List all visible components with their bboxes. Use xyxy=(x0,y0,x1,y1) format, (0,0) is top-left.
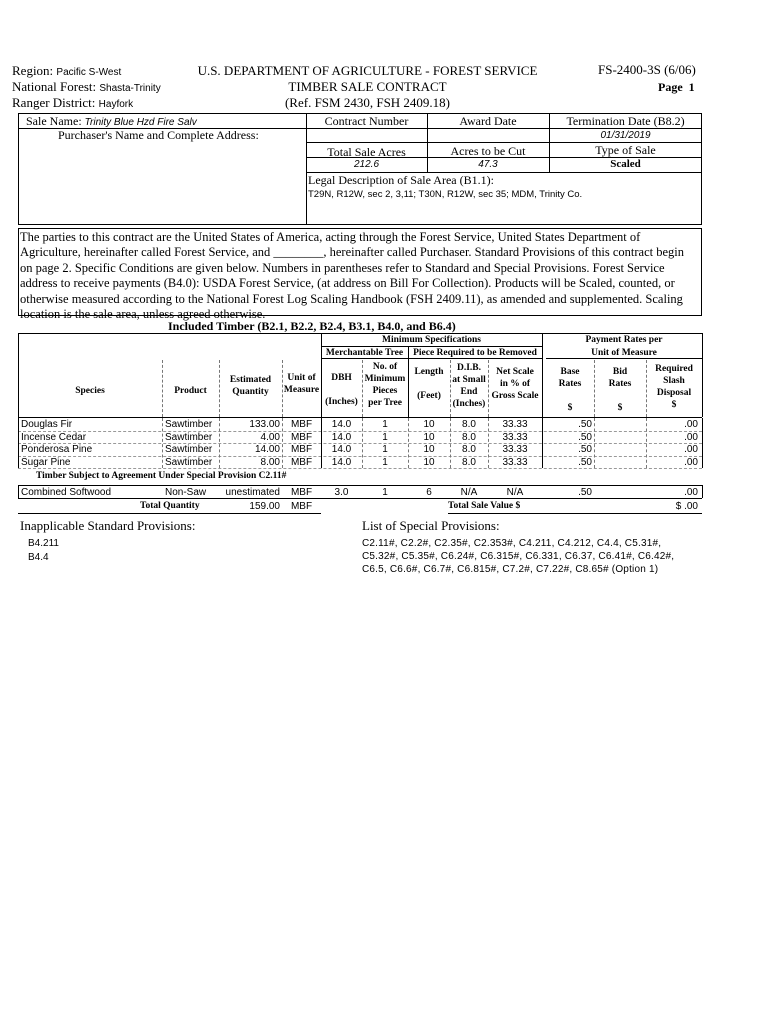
col-net-scale: Net Scale in % of Gross Scale xyxy=(491,367,539,401)
table-cell-qty: 4.00 xyxy=(260,431,280,443)
inapplicable-item: B4.4 xyxy=(28,552,49,563)
reference-line: (Ref. FSM 2430, FSH 2409.18) xyxy=(284,95,451,110)
special-provisions-list xyxy=(362,537,674,576)
table-cell-product: Sawtimber xyxy=(165,419,213,430)
table-cell-len: 10 xyxy=(423,431,435,443)
table-cell-dib: 8.0 xyxy=(462,419,476,430)
table-cell-qty: 14.00 xyxy=(254,444,280,455)
contract-number-label: Contract Number xyxy=(324,114,409,128)
col-quantity: Estimated Quantity xyxy=(229,375,272,397)
sale-type-value: Scaled xyxy=(610,158,641,170)
table-cell-dbh: 14.0 xyxy=(331,444,352,455)
table-cell-len: 10 xyxy=(423,456,435,468)
region-value: Pacific S-West xyxy=(56,67,122,78)
table-cell-net: 33.33 xyxy=(502,444,528,455)
special-provisions-line: C6.5, C6.6#, C6.7#, C6.815#, C7.2#, C7.22#, C8.65# (Option 1) xyxy=(362,564,659,575)
table-cell-unit: MBF xyxy=(290,444,313,455)
table-cell-slash: .00 xyxy=(684,444,698,455)
table-cell-net: 33.33 xyxy=(502,456,528,468)
merch-tree-header: Merchantable Tree xyxy=(325,348,404,358)
termination-date-label: Termination Date (B8.2) xyxy=(566,114,685,128)
legal-description-label: Legal Description of Sale Area (B1.1): xyxy=(308,173,494,187)
agreement-product: Non-Saw xyxy=(165,487,207,498)
total-acres-value: 212.6 xyxy=(353,159,380,170)
min-spec-header: Minimum Specifications xyxy=(382,335,481,345)
intro-paragraph: The parties to this contract are the United States of America, acting through the Forest Service, United States Department of Agriculture, hereinafter called Forest Service, and ________, hereinafter called Purchaser. Standard Provisions of this contract begin on page 2. Specific Conditions are given below. Numbers in parentheses refer to Standard and Special Provisions. Forest Service address to receive payments (B4.0): USDA Forest Service, (at address on Bill For Collection). Products will be Scaled, counted, or otherwise measured according to the National Forest Log Scaling Handbook (FSH 2409.11), as amended and supplemented. Scaling location is the sale area, unless agreed otherwise. xyxy=(20,230,685,322)
special-provisions-line: C2.11#, C2.2#, C2.35#, C2.353#, C4.211, C4.212, C4.4, C5.31#, xyxy=(362,538,662,549)
col-min-pieces: No. of Minimum Pieces per Tree xyxy=(364,362,406,408)
agreement-length: 6 xyxy=(426,487,432,498)
agreement-unit: MBF xyxy=(290,487,313,498)
table-cell-min: 1 xyxy=(382,431,388,443)
agreement-qty: unestimated xyxy=(225,487,280,498)
total-quantity-value: 159.00 xyxy=(249,501,280,512)
col-bid-rates: Bid Rates $ xyxy=(608,367,632,413)
col-dbh: DBH (Inches) xyxy=(325,373,358,407)
total-sale-value: $ .00 xyxy=(675,501,698,512)
region-line: Region: Pacific S-West xyxy=(12,63,122,78)
inapplicable-provisions-label: Inapplicable Standard Provisions: xyxy=(20,518,196,533)
termination-date-value: 01/31/2019 xyxy=(600,130,651,141)
table-cell-net: 33.33 xyxy=(502,419,528,430)
col-length: Length (Feet) xyxy=(414,367,444,401)
department-title: U.S. DEPARTMENT OF AGRICULTURE - FOREST SERVICE xyxy=(197,63,538,78)
agreement-slash: .00 xyxy=(684,487,698,498)
table-cell-product: Sawtimber xyxy=(165,431,213,443)
col-unit: Unit of Measure xyxy=(283,373,320,395)
table-cell-slash: .00 xyxy=(684,419,698,430)
table-cell-slash: .00 xyxy=(684,456,698,468)
table-cell-unit: MBF xyxy=(290,456,313,468)
included-timber-title: Included Timber (B2.1, B2.2, B2.4, B3.1, B4.0, and B6.4) xyxy=(168,319,456,333)
agreement-label: Timber Subject to Agreement Under Special Provision C2.11# xyxy=(36,471,287,481)
payment-header-2: Unit of Measure xyxy=(591,348,657,358)
form-number: FS-2400-3S (6/06) xyxy=(598,62,696,77)
table-cell-unit: MBF xyxy=(290,431,313,443)
agreement-base: .50 xyxy=(578,487,592,498)
sale-name: Sale Name: Trinity Blue Hzd Fire Salv xyxy=(26,114,197,128)
district-line: Ranger District: Hayfork xyxy=(12,95,134,110)
table-cell-base: .50 xyxy=(578,431,592,443)
table-cell-dib: 8.0 xyxy=(462,431,476,443)
acres-cut-label: Acres to be Cut xyxy=(450,144,526,158)
total-acres-label: Total Sale Acres xyxy=(327,145,406,159)
page-number: Page 1 xyxy=(658,80,695,94)
agreement-dbh: 3.0 xyxy=(334,487,349,498)
table-cell-species: Ponderosa Pine xyxy=(21,444,93,455)
agreement-min: 1 xyxy=(382,487,388,498)
agreement-net: N/A xyxy=(506,487,524,498)
table-cell-qty: 133.00 xyxy=(249,419,280,430)
table-cell-species: Incense Cedar xyxy=(21,431,87,443)
table-cell-dbh: 14.0 xyxy=(331,456,352,468)
table-cell-min: 1 xyxy=(382,444,388,455)
piece-required-header: Piece Required to be Removed xyxy=(413,348,537,358)
table-cell-dib: 8.0 xyxy=(462,456,476,468)
table-cell-len: 10 xyxy=(423,444,435,455)
agreement-species: Combined Softwood xyxy=(21,487,112,498)
table-cell-net: 33.33 xyxy=(502,431,528,443)
col-base-rates: Base Rates $ xyxy=(558,367,582,413)
table-cell-base: .50 xyxy=(578,419,592,430)
table-cell-base: .50 xyxy=(578,444,592,455)
district-value: Hayfork xyxy=(98,99,134,110)
legal-description-value: T29N, R12W, sec 2, 3,11; T30N, R12W, sec 35; MDM, Trinity Co. xyxy=(308,189,583,200)
table-cell-dbh: 14.0 xyxy=(331,419,352,430)
agreement-dib: N/A xyxy=(460,487,478,498)
table-cell-product: Sawtimber xyxy=(165,456,213,468)
table-cell-min: 1 xyxy=(382,456,388,468)
table-cell-len: 10 xyxy=(423,419,435,430)
purchaser-label: Purchaser's Name and Complete Address: xyxy=(58,128,259,142)
total-quantity-unit: MBF xyxy=(290,501,313,512)
table-cell-min: 1 xyxy=(382,419,388,430)
col-slash-disposal: Required Slash Disposal $ xyxy=(655,364,693,410)
acres-cut-value: 47.3 xyxy=(478,159,498,170)
inapplicable-provisions-list xyxy=(28,537,59,565)
table-cell-unit: MBF xyxy=(290,419,313,430)
total-sale-value-label: Total Sale Value $ xyxy=(448,501,521,511)
col-dib: D.I.B. at Small End (Inches) xyxy=(452,363,486,409)
document-title: TIMBER SALE CONTRACT xyxy=(288,79,447,94)
special-provisions-label: List of Special Provisions: xyxy=(362,518,500,533)
table-cell-slash: .00 xyxy=(684,431,698,443)
table-cell-base: .50 xyxy=(578,456,592,468)
table-cell-qty: 8.00 xyxy=(260,456,280,468)
table-cell-species: Douglas Fir xyxy=(21,419,73,430)
special-provisions-line: C5.32#, C5.35#, C6.24#, C6.315#, C6.331, C6.37, C6.41#, C6.42#, xyxy=(362,551,675,562)
table-cell-species: Sugar Pine xyxy=(21,456,71,468)
col-species: Species xyxy=(75,386,105,396)
sale-type-label: Type of Sale xyxy=(595,143,656,157)
col-product: Product xyxy=(174,386,207,396)
table-cell-dbh: 14.0 xyxy=(331,431,352,443)
forest-value: Shasta-Trinity xyxy=(99,83,161,94)
table-cell-product: Sawtimber xyxy=(165,444,213,455)
inapplicable-item: B4.211 xyxy=(28,538,59,549)
award-date-label: Award Date xyxy=(459,114,517,128)
sale-name-value: Trinity Blue Hzd Fire Salv xyxy=(84,117,197,128)
total-quantity-label: Total Quantity xyxy=(140,501,200,511)
payment-header-1: Payment Rates per xyxy=(585,335,663,345)
table-cell-dib: 8.0 xyxy=(462,444,476,455)
forest-line: National Forest: Shasta-Trinity xyxy=(12,79,161,94)
